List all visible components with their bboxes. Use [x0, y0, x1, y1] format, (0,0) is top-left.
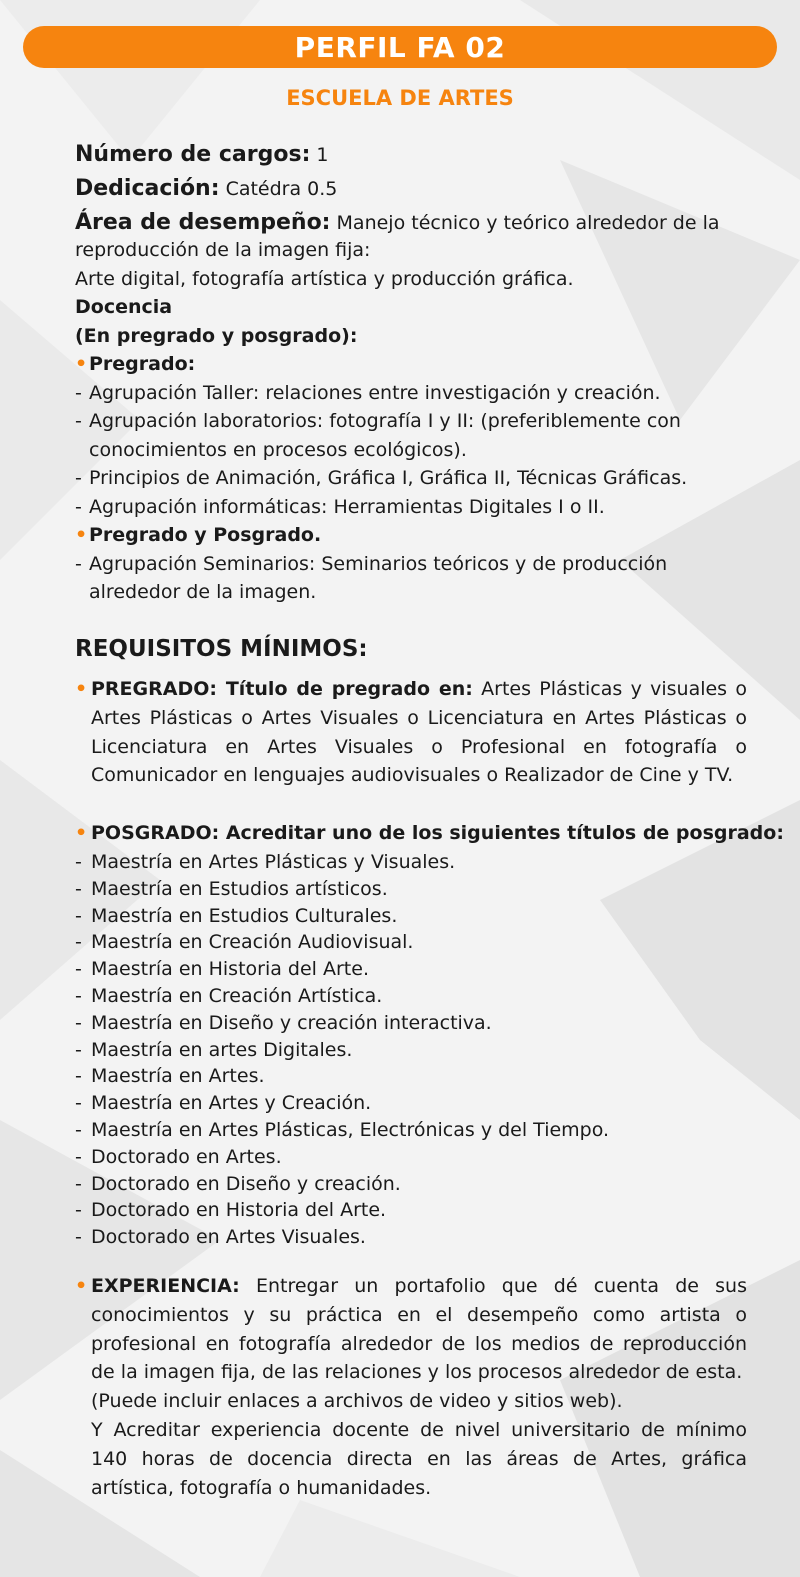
- list-item: - Principios de Animación, Gráfica I, Gráfica II, Técnicas Gráficas.: [75, 464, 725, 493]
- dash-icon: -: [75, 552, 82, 575]
- dash-icon: -: [75, 1065, 82, 1088]
- list-item: - Maestría en Historia del Arte.: [75, 956, 747, 983]
- dash-icon: -: [75, 1092, 82, 1115]
- list-item: - Maestría en Artes.: [75, 1063, 747, 1090]
- list-item: - Doctorado en Artes.: [75, 1144, 747, 1171]
- dash-icon: -: [75, 495, 82, 518]
- area-line-2: reproducción de la imagen fija:: [75, 239, 371, 261]
- list-item: - Maestría en Artes Plásticas y Visuales.: [75, 849, 747, 876]
- list-item: - Maestría en artes Digitales.: [75, 1037, 747, 1064]
- bullet-icon: •: [75, 678, 88, 700]
- dash-icon: -: [75, 904, 82, 927]
- experiencia-requirement: [75, 1272, 747, 1502]
- pregrado-heading: [75, 350, 725, 379]
- dash-icon: -: [75, 931, 82, 954]
- docencia-title: Docencia: [75, 296, 173, 318]
- list-item: - Agrupación laboratorios: fotografía I y II: (preferiblemente con conocimientos en procesos ecológicos).: [75, 407, 725, 464]
- area-line-1: Manejo técnico y teórico alrededor de la: [336, 212, 720, 234]
- bullet-icon: •: [75, 524, 88, 546]
- dash-icon: -: [75, 1226, 82, 1249]
- list-item: - Maestría en Creación Audiovisual.: [75, 929, 747, 956]
- pregrado-posgrado-label: Pregrado y Posgrado.: [89, 524, 322, 546]
- profile-details: [75, 138, 725, 607]
- list-item: - Maestría en Estudios artísticos.: [75, 876, 747, 903]
- list-item: - Doctorado en Historia del Arte.: [75, 1197, 747, 1224]
- posgrado-requirement: [75, 819, 784, 848]
- dash-icon: -: [75, 851, 82, 873]
- dedicacion-value: Catédra 0.5: [225, 178, 338, 200]
- experiencia-extra: Y Acreditar experiencia docente de nivel universitario de mínimo 140 horas de docencia directa en las áreas de Artes, gráfica artística, fotografía o humanidades.: [91, 1418, 747, 1499]
- dash-icon: -: [75, 1118, 82, 1141]
- pregrado-requirement: [75, 675, 747, 790]
- posgrado-list: [75, 849, 747, 1251]
- area-label: Área de desempeño:: [75, 210, 331, 235]
- docencia-subtitle: (En pregrado y posgrado):: [75, 324, 358, 347]
- requisitos-title: REQUISITOS MÍNIMOS:: [75, 636, 368, 662]
- pregrado-req-label: PREGRADO: Título de pregrado en:: [91, 678, 473, 700]
- pregrado-req-text: Artes Plásticas y visuales o Artes Plásticas o Artes Visuales o Licenciatura en Artes Plásticas o Licenciatura en Artes Visuales o Profesional en fotografía o Comunicador en lenguajes audiovisuales o Realizador de Cine y TV.: [91, 678, 747, 787]
- list-item: - Agrupación Taller: relaciones entre investigación y creación.: [75, 379, 725, 408]
- dash-icon: -: [75, 984, 82, 1007]
- experiencia-note: (Puede incluir enlaces a archivos de video y sitios web).: [91, 1390, 623, 1413]
- experiencia-label: EXPERIENCIA:: [91, 1275, 240, 1297]
- list-item: - Maestría en Creación Artística.: [75, 983, 747, 1010]
- dedicacion-field: [75, 172, 725, 206]
- bullet-icon: •: [75, 353, 88, 375]
- list-item: - Maestría en Artes Plásticas, Electrónicas y del Tiempo.: [75, 1117, 747, 1144]
- school-name: ESCUELA DE ARTES: [286, 86, 514, 110]
- experiencia-text: Entregar un portafolio que dé cuenta de sus conocimientos y su práctica en el desempeño como artista o profesional en fotografía alrededor de los medios de reproducción de la imagen fija, de las relaciones y los procesos alrededor de esta.: [91, 1275, 747, 1384]
- dash-icon: -: [75, 1011, 82, 1034]
- title-banner: [23, 26, 777, 68]
- list-item: - Agrupación Seminarios: Seminarios teóricos y de producción alrededor de la imagen.: [75, 550, 725, 607]
- area-line-3: Arte digital, fotografía artística y producción gráfica.: [75, 267, 574, 290]
- area-field: [75, 206, 725, 240]
- list-item: - Doctorado en Artes Visuales.: [75, 1224, 747, 1251]
- dash-icon: -: [75, 1038, 82, 1061]
- cargos-value: 1: [316, 144, 329, 166]
- dedicacion-label: Dedicación:: [75, 176, 220, 201]
- pregrado-label: Pregrado:: [89, 353, 196, 375]
- bullet-icon: •: [75, 822, 88, 844]
- page-title: PERFIL FA 02: [294, 30, 506, 64]
- dash-icon: -: [75, 877, 82, 900]
- cargos-label: Número de cargos:: [75, 142, 311, 167]
- list-item: - Agrupación informáticas: Herramientas Digitales I o II.: [75, 493, 725, 522]
- posgrado-req-label: POSGRADO: Acreditar uno de los siguientes títulos de posgrado:: [91, 822, 784, 844]
- dash-icon: -: [75, 1145, 82, 1168]
- bullet-icon: •: [75, 1275, 88, 1297]
- dash-icon: -: [75, 381, 82, 404]
- dash-icon: -: [75, 1199, 82, 1222]
- list-item: - Doctorado en Diseño y creación.: [75, 1171, 747, 1198]
- list-item: - Maestría en Artes y Creación.: [75, 1090, 747, 1117]
- dash-icon: -: [75, 1172, 82, 1195]
- cargos-field: [75, 138, 725, 172]
- dash-icon: -: [75, 467, 82, 489]
- dash-icon: -: [75, 958, 82, 981]
- pregrado-posgrado-heading: [75, 521, 725, 550]
- list-item: - Maestría en Diseño y creación interactiva.: [75, 1010, 747, 1037]
- list-item: - Maestría en Estudios Culturales.: [75, 903, 747, 930]
- dash-icon: -: [75, 410, 82, 432]
